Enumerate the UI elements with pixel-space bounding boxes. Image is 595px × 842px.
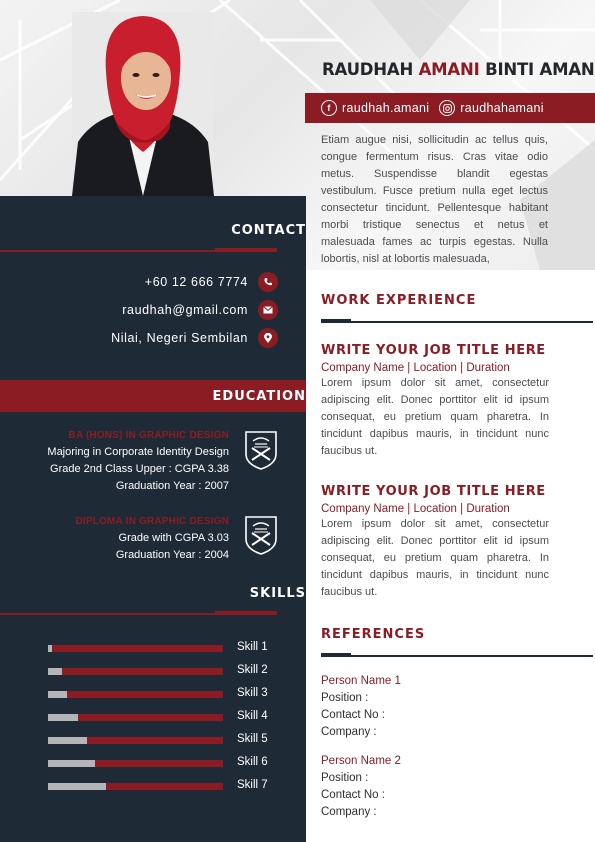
skill-label: Skill 1 [237, 641, 268, 653]
full-name [322, 60, 595, 79]
education-title: EDUCATION [212, 389, 306, 404]
job-title: WRITE YOUR JOB TITLE HERE [321, 343, 546, 358]
education-line: Majoring in Corporate Identity Design [47, 446, 229, 458]
contact-title: CONTACT [231, 223, 306, 238]
contact-location[interactable] [111, 328, 278, 348]
reference-contact: Contact No : [321, 789, 385, 801]
degree-title: BA (HONS) IN GRAPHIC DESIGN [68, 430, 229, 441]
email-text: raudhah@gmail.com [122, 303, 248, 317]
skill-row [48, 711, 298, 721]
education-line: Grade with CGPA 3.03 [118, 532, 229, 544]
skill-bar-track [48, 668, 223, 675]
reference-name: Person Name 2 [321, 755, 401, 767]
skill-bar-fill [48, 760, 95, 767]
education-line: Graduation Year : 2004 [115, 549, 229, 561]
skill-row [48, 665, 298, 675]
skills-title: SKILLS [249, 586, 306, 601]
reference-position: Position : [321, 772, 369, 784]
skill-label: Skill 3 [237, 687, 268, 699]
skill-label: Skill 2 [237, 664, 268, 676]
university-crest-icon [244, 515, 278, 555]
education-item-2 [75, 513, 229, 564]
skill-row [48, 757, 298, 767]
reference-company: Company : [321, 726, 377, 738]
skill-row [48, 780, 298, 790]
reference-name: Person Name 1 [321, 675, 401, 687]
skill-label: Skill 4 [237, 710, 268, 722]
university-crest-icon [244, 430, 278, 470]
skill-bar-track [48, 645, 223, 652]
education-item-1 [47, 427, 229, 495]
job-company: Company Name | Location | Duration [321, 503, 510, 515]
profile-photo [72, 12, 214, 196]
name-last: BINTI AMAN [485, 60, 595, 79]
skills-rule [0, 613, 277, 615]
instagram-icon [439, 100, 455, 116]
contact-email[interactable] [122, 300, 278, 320]
skill-bar-fill [48, 737, 87, 744]
skill-bar-fill [48, 645, 52, 652]
job-entry-1 [321, 343, 549, 460]
job-title: WRITE YOUR JOB TITLE HERE [321, 484, 546, 499]
reference-position: Position : [321, 692, 369, 704]
skill-label: Skill 5 [237, 733, 268, 745]
phone-icon [258, 272, 278, 292]
job-description: Lorem ipsum dolor sit amet, consectetur adipiscing elit. Donec porttitor elit id ipsum consequat, eu pretium quam pharetra. In tincidunt dapibus mauris, in tincidunt nunc faucibus ut. [321, 518, 549, 598]
education-line: Graduation Year : 2007 [115, 480, 229, 492]
job-entry-2 [321, 484, 549, 601]
social-bar [305, 93, 595, 123]
instagram-handle: raudhahamani [460, 101, 544, 115]
facebook-handle: raudhah.amani [342, 101, 430, 115]
skill-bar-fill [48, 691, 67, 698]
social-facebook[interactable] [321, 100, 429, 116]
education-line: Grade 2nd Class Upper : CGPA 3.38 [50, 463, 229, 475]
skill-bar-fill [48, 668, 62, 675]
contact-phone[interactable] [145, 272, 278, 292]
reference-2 [321, 753, 401, 821]
references-rule [321, 655, 593, 657]
skill-label: Skill 6 [237, 756, 268, 768]
work-rule [321, 321, 593, 323]
skill-bar-fill [48, 714, 78, 721]
social-instagram[interactable] [439, 100, 544, 116]
email-icon [258, 300, 278, 320]
job-description: Lorem ipsum dolor sit amet, consectetur adipiscing elit. Donec porttitor elit id ipsum consequat, eu pretium quam pharetra. In tincidunt dapibus mauris, in tincidunt nunc faucibus ut. [321, 377, 549, 457]
skill-row [48, 688, 298, 698]
reference-contact: Contact No : [321, 709, 385, 721]
contact-rule [0, 250, 277, 252]
location-icon [258, 328, 278, 348]
location-text: Nilai, Negeri Sembilan [111, 331, 248, 345]
skill-bar-fill [48, 783, 106, 790]
skill-bar-track [48, 691, 223, 698]
work-title: WORK EXPERIENCE [321, 293, 477, 308]
facebook-icon: f [321, 100, 337, 116]
skill-label: Skill 7 [237, 779, 268, 791]
name-first: RAUDHAH [322, 60, 414, 79]
name-highlight: AMANI [418, 60, 480, 79]
skill-row [48, 734, 298, 744]
job-company: Company Name | Location | Duration [321, 362, 510, 374]
degree-title: DIPLOMA IN GRAPHIC DESIGN [75, 516, 229, 527]
about-text: Etiam augue nisi, sollicitudin ac tellus quis, congue fermentum risus. Cras vitae odio metus. Suspendisse blandit egestas vestibulum. Fusce pretium nulla eget lectus consectetur tincidunt. Pellentesque habitant morbi tristique senectus et netus et malesuada fames ac turpis egestas. Nulla lobortis, nisl at lobortis malesuada, [321, 134, 548, 265]
reference-1 [321, 673, 401, 741]
references-title: REFERENCES [321, 627, 426, 642]
skill-row [48, 642, 298, 652]
phone-text: +60 12 666 7774 [144, 275, 248, 289]
reference-company: Company : [321, 806, 377, 818]
